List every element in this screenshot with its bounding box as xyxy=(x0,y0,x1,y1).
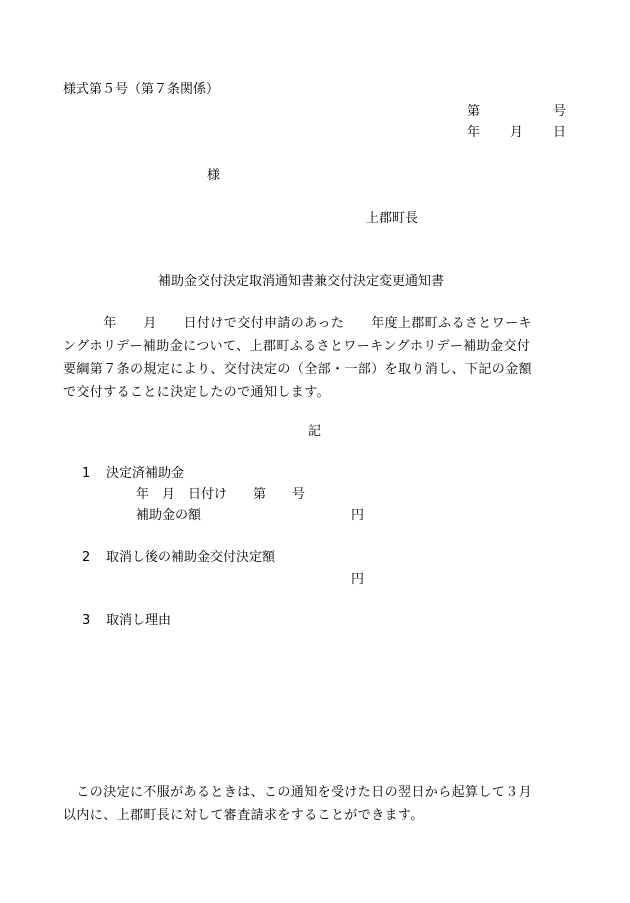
item1-date-line: 年 月 日付け 第 号 xyxy=(136,487,306,502)
item3-title: 取消し理由 xyxy=(106,613,172,628)
body-line: 要綱第７条の規定により、交付決定の（全部・一部）を取り消し、下記の金額 xyxy=(63,362,533,377)
addressee-honorific: 様 xyxy=(207,168,221,183)
body-line: ングホリデー補助金について、上郡町ふるさとワーキングホリデー補助金交付 xyxy=(63,339,531,354)
footer-line: 以内に、上郡町長に対して審査請求をすることができます。 xyxy=(63,808,424,823)
date-month: 月 xyxy=(510,125,524,140)
footer-line: この決定に不服があるときは、この通知を受けた日の翌日から起算して３月 xyxy=(63,785,533,800)
form-label: 様式第５号（第７条関係） xyxy=(63,82,220,97)
body-line: で交付することに決定したので通知します。 xyxy=(63,385,330,400)
body-line: 年 月 日付けで交付申請のあった 年度上郡町ふるさとワーキ xyxy=(63,316,532,331)
number-suffix: 号 xyxy=(553,104,567,119)
item2-title: 取消し後の補助金交付決定額 xyxy=(106,550,276,565)
body-paragraph xyxy=(63,312,532,404)
item1-amount-label: 補助金の額 xyxy=(136,508,202,523)
sender-name: 上郡町長 xyxy=(366,211,419,226)
footer-note xyxy=(63,781,532,827)
item2-yen: 円 xyxy=(351,572,365,587)
item2-number: 2 xyxy=(82,550,91,565)
number-prefix: 第 xyxy=(467,104,481,119)
item1-title: 決定済補助金 xyxy=(106,466,185,481)
date-day: 日 xyxy=(553,125,567,140)
ki-label: 記 xyxy=(308,424,322,439)
item1-yen: 円 xyxy=(351,508,365,523)
date-year: 年 xyxy=(467,125,481,140)
document-title: 補助金交付決定取消通知書兼交付決定変更通知書 xyxy=(158,274,445,289)
item3-number: 3 xyxy=(82,613,91,628)
item1-number: 1 xyxy=(82,466,91,481)
